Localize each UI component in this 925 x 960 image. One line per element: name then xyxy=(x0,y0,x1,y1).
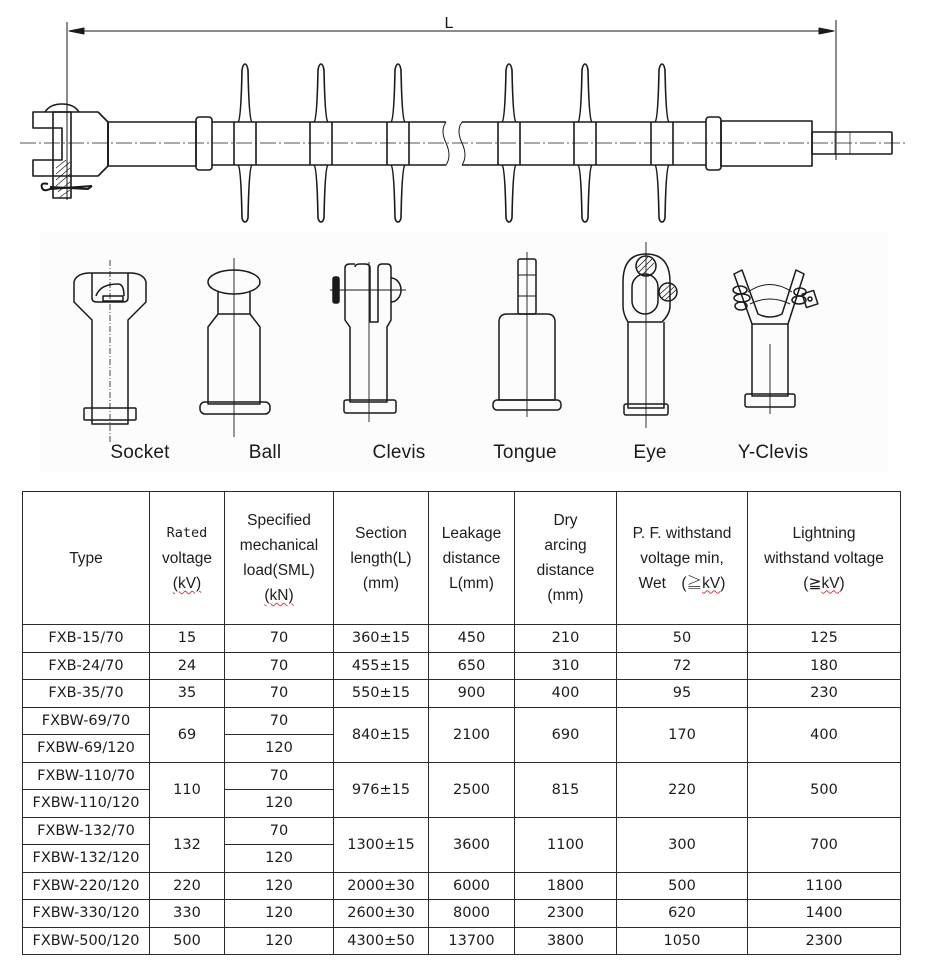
eye-fitting-icon xyxy=(623,242,677,428)
cell-arcing: 3800 xyxy=(515,927,617,955)
cell-sml: 70 xyxy=(225,652,334,680)
cell-pf: 220 xyxy=(617,762,748,817)
ball-fitting-icon xyxy=(200,258,270,437)
cell-leakage: 450 xyxy=(429,625,515,653)
end-fittings-panel xyxy=(40,232,888,472)
fitting-label-clevis: Clevis xyxy=(372,442,426,463)
table-header-row xyxy=(23,492,901,625)
header-pf-withstand-voltage: P. F. withstand voltage min, Wet (≧kV) xyxy=(617,492,748,625)
cell-arcing: 690 xyxy=(515,707,617,762)
specification-table xyxy=(22,491,901,955)
cell-lightning: 230 xyxy=(748,680,901,708)
cell-sml: 120 xyxy=(225,845,334,873)
cell-length: 976±15 xyxy=(334,762,429,817)
cell-arcing: 1800 xyxy=(515,872,617,900)
cell-sml: 120 xyxy=(225,872,334,900)
header-type: Type xyxy=(23,492,150,625)
cell-arcing: 815 xyxy=(515,762,617,817)
table-row xyxy=(23,762,901,790)
cell-sml: 70 xyxy=(225,625,334,653)
cell-sml: 120 xyxy=(225,927,334,955)
dimension-label: L xyxy=(444,15,454,32)
tongue-end-fitting xyxy=(706,117,892,170)
cell-sml: 70 xyxy=(225,680,334,708)
cell-voltage: 500 xyxy=(150,927,225,955)
cell-type: FXBW-69/120 xyxy=(23,735,150,763)
table-row xyxy=(23,680,901,708)
fitting-label-socket: Socket xyxy=(110,442,170,463)
header-rated-voltage: Rated voltage (kV) xyxy=(150,492,225,625)
cell-length: 840±15 xyxy=(334,707,429,762)
cell-type: FXBW-132/70 xyxy=(23,817,150,845)
cell-arcing: 400 xyxy=(515,680,617,708)
cell-lightning: 1400 xyxy=(748,900,901,928)
cell-length: 455±15 xyxy=(334,652,429,680)
cell-leakage: 900 xyxy=(429,680,515,708)
cell-pf: 50 xyxy=(617,625,748,653)
cell-leakage: 6000 xyxy=(429,872,515,900)
cell-sml: 120 xyxy=(225,900,334,928)
dimension-line-L xyxy=(67,20,836,200)
cell-type: FXBW-220/120 xyxy=(23,872,150,900)
header-lightning-withstand-voltage: Lightning withstand voltage (≧kV) xyxy=(748,492,901,625)
fitting-label-y-clevis: Y-Clevis xyxy=(737,442,809,463)
cell-lightning: 400 xyxy=(748,707,901,762)
tongue-fitting-icon xyxy=(493,252,561,417)
cell-type: FXB-24/70 xyxy=(23,652,150,680)
table-row xyxy=(23,625,901,653)
cell-lightning: 2300 xyxy=(748,927,901,955)
cell-sml: 70 xyxy=(225,707,334,735)
cell-leakage: 13700 xyxy=(429,927,515,955)
cell-pf: 500 xyxy=(617,872,748,900)
core-rod-left xyxy=(212,122,465,165)
fitting-label-ball: Ball xyxy=(248,442,282,463)
table-row xyxy=(23,652,901,680)
cell-voltage: 24 xyxy=(150,652,225,680)
table-row xyxy=(23,707,901,735)
cell-type: FXBW-110/120 xyxy=(23,790,150,818)
cell-pf: 170 xyxy=(617,707,748,762)
cell-sml: 120 xyxy=(225,790,334,818)
cell-voltage: 69 xyxy=(150,707,225,762)
cell-lightning: 125 xyxy=(748,625,901,653)
cell-arcing: 1100 xyxy=(515,817,617,872)
cell-pf: 620 xyxy=(617,900,748,928)
cell-pf: 72 xyxy=(617,652,748,680)
cell-lightning: 180 xyxy=(748,652,901,680)
cell-arcing: 2300 xyxy=(515,900,617,928)
cell-arcing: 210 xyxy=(515,625,617,653)
cell-arcing: 310 xyxy=(515,652,617,680)
cell-voltage: 35 xyxy=(150,680,225,708)
cell-voltage: 110 xyxy=(150,762,225,817)
cell-type: FXBW-69/70 xyxy=(23,707,150,735)
cell-leakage: 2500 xyxy=(429,762,515,817)
cell-type: FXBW-330/120 xyxy=(23,900,150,928)
cell-type: FXB-35/70 xyxy=(23,680,150,708)
cell-sml: 70 xyxy=(225,817,334,845)
cell-type: FXBW-132/120 xyxy=(23,845,150,873)
cell-lightning: 700 xyxy=(748,817,901,872)
cell-leakage: 650 xyxy=(429,652,515,680)
fitting-label-tongue: Tongue xyxy=(493,442,557,463)
cell-lightning: 500 xyxy=(748,762,901,817)
header-section-length: Section length(L) (mm) xyxy=(334,492,429,625)
cell-pf: 1050 xyxy=(617,927,748,955)
cell-length: 2600±30 xyxy=(334,900,429,928)
cell-length: 1300±15 xyxy=(334,817,429,872)
clevis-fitting-icon xyxy=(330,262,406,422)
cell-voltage: 15 xyxy=(150,625,225,653)
table-row xyxy=(23,927,901,955)
cell-length: 2000±30 xyxy=(334,872,429,900)
header-leakage-distance: Leakage distance L(mm) xyxy=(429,492,515,625)
table-row xyxy=(23,817,901,845)
cell-voltage: 220 xyxy=(150,872,225,900)
header-sml: Specified mechanical load(SML) (kN) xyxy=(225,492,334,625)
cell-voltage: 330 xyxy=(150,900,225,928)
cell-pf: 95 xyxy=(617,680,748,708)
cell-length: 550±15 xyxy=(334,680,429,708)
fitting-label-eye: Eye xyxy=(633,442,667,463)
cell-sml: 70 xyxy=(225,762,334,790)
cell-length: 4300±50 xyxy=(334,927,429,955)
cell-sml: 120 xyxy=(225,735,334,763)
cell-type: FXB-15/70 xyxy=(23,625,150,653)
header-dry-arcing-distance: Dry arcing distance (mm) xyxy=(515,492,617,625)
cell-length: 360±15 xyxy=(334,625,429,653)
y-clevis-fitting-icon xyxy=(733,270,818,414)
clevis-end-fitting xyxy=(33,104,212,198)
cell-type: FXBW-110/70 xyxy=(23,762,150,790)
cell-type: FXBW-500/120 xyxy=(23,927,150,955)
socket-fitting-icon xyxy=(74,260,146,442)
insulator-assembly-drawing xyxy=(0,0,925,232)
cell-pf: 300 xyxy=(617,817,748,872)
cell-leakage: 3600 xyxy=(429,817,515,872)
table-row xyxy=(23,872,901,900)
cell-leakage: 2100 xyxy=(429,707,515,762)
cell-leakage: 8000 xyxy=(429,900,515,928)
cell-lightning: 1100 xyxy=(748,872,901,900)
cell-voltage: 132 xyxy=(150,817,225,872)
table-row xyxy=(23,900,901,928)
